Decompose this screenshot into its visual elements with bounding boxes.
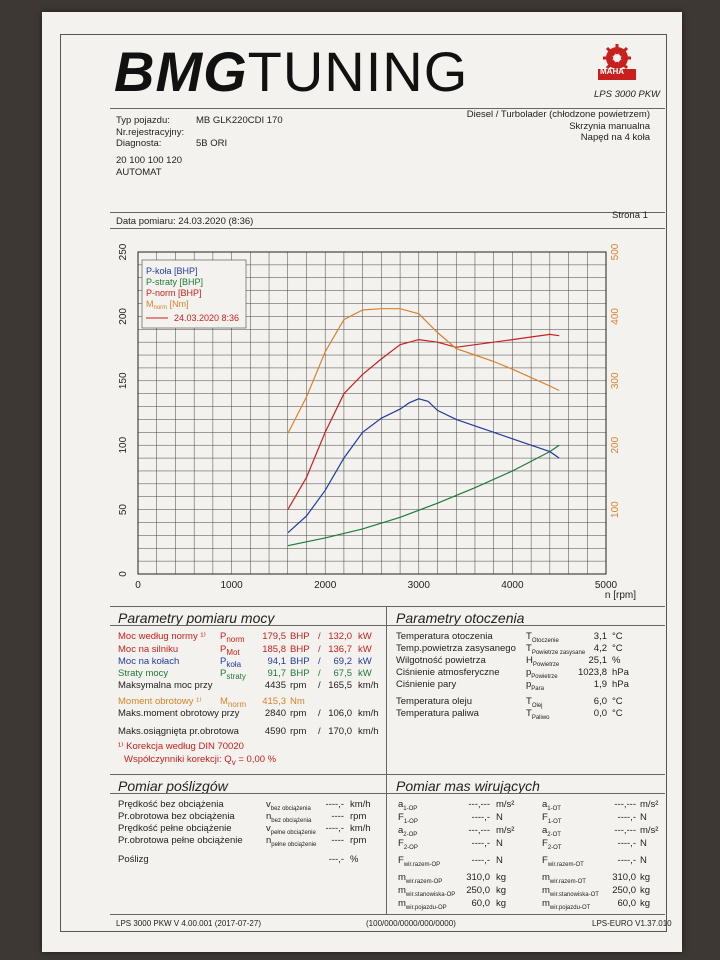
mass-right-symbol [542,826,561,838]
power-row-value2: 69,2 [333,656,352,667]
mass-right-value: 310,0 [612,872,636,883]
divider [110,774,665,775]
slip-row-unit: rpm [350,811,367,822]
mass-right-value: ----,- [617,838,636,849]
divider [386,606,387,914]
mass-symbol-sub: wir.razem-OT [547,861,584,868]
bmg-tuning-logo: BMGTUNING [114,40,469,103]
mass-left-value: 250,0 [466,885,490,896]
measurement-date: Data pomiaru: 24.03.2020 (8:36) [116,216,254,227]
env-symbol-sub: Powietrze zasysane [531,649,586,656]
maha-logo-text: MAHA [600,67,624,76]
mass-symbol-sub: 1-OT [547,818,562,825]
power-symbol-letter: P [220,644,227,655]
power-row-value1: 2840 [264,708,286,719]
power-row-unit2: kW [358,644,372,655]
mass-symbol-letter: F [398,855,404,866]
env-row-symbol [526,680,544,692]
divider [110,625,665,626]
power-symbol-sub: straty [226,671,246,681]
slip-row-unit: km/h [350,799,371,810]
power-row-unit2: kW [358,656,372,667]
x-tick-label: 3000 [407,580,430,591]
power-row-sep: / [318,680,321,691]
mass-symbol-sub: 2-OP [403,831,418,838]
mass-symbol-sub: 1-OP [403,805,418,812]
power-row-label: Moc według normy ¹⁾ [118,631,206,642]
slip-row-label: Pr.obrotowa pełne obciążenie [118,835,243,846]
mass-left-unit: m/s² [496,825,515,836]
env-symbol-sub: Olej [531,702,543,709]
vehicle-info-label: Typ pojazdu: [116,115,170,126]
env-row-value: 6,0 [593,696,607,707]
y-left-tick-label: 250 [118,243,129,261]
mass-left-value: ----,- [471,855,490,866]
mass-symbol-letter: m [542,898,550,909]
y-right-tick-label: 100 [610,501,621,518]
mass-right-symbol [542,886,599,898]
vehicle-spec-line: Diesel / Turbolader (chłodzone powietrzem) [466,109,650,120]
mass-right-symbol [542,839,561,851]
y-right-tick-label: 300 [610,372,621,390]
power-row-unit1: BHP [290,644,310,655]
y-right-tick-label: 400 [610,308,621,325]
mass-symbol-letter: F [542,812,548,823]
power-row-symbol [220,632,245,644]
power-row-sep: / [318,708,321,719]
mass-symbol-letter: a [398,825,404,836]
power-row-value1: 94,1 [267,656,286,667]
slip-symbol-sub: pełne obciążenie [271,841,317,848]
mass-symbol-sub: wir.stanowiska-OP [405,891,456,898]
slip-row-symbol [266,824,316,836]
mass-left-unit: N [496,838,503,849]
mass-symbol-letter: m [398,898,406,909]
env-row-label: Ciśnienie atmosferyczne [396,667,500,678]
env-symbol-letter: H [526,655,533,666]
env-row-value: 0,0 [593,708,607,719]
power-row-unit1: BHP [290,668,310,679]
slip-row-symbol [266,812,311,824]
x-tick-label: 4000 [501,580,524,591]
mass-right-unit: kg [640,898,651,909]
y-left-tick-label: 200 [118,308,129,325]
slip-symbol-sub: bez obciążenia [271,817,312,824]
divider [110,914,665,915]
power-row-value2: 136,7 [328,644,352,655]
power-symbol-sub: koła [226,659,242,669]
env-symbol-sub: Otoczenie [531,637,559,644]
mass-symbol-letter: a [542,825,548,836]
mass-right-symbol [542,813,561,825]
mass-symbol-sub: wir.stanowiska-OT [549,891,599,898]
env-symbol-sub: Powietrze [532,661,560,668]
power-row-value1: 4590 [264,726,286,737]
power-row-value2: 132,0 [328,631,352,642]
x-tick-label: 1000 [220,580,243,591]
mass-right-value: ----,- [617,855,636,866]
series-line [288,445,559,546]
vehicle-spec-line: Skrzynia manualna [569,120,650,132]
power-row-value1: 415,3 [262,696,286,707]
slip-row-unit: rpm [350,835,367,846]
power-row-unit1: BHP [290,656,310,667]
mass-symbol-sub: 2-OT [547,844,562,851]
env-row-unit: °C [612,708,623,719]
power-row-sep: / [318,656,321,667]
slip-row-label: Prędkość pełne obciążenie [118,823,232,834]
legend-unit: [Nm] [167,299,189,309]
chart-legend [142,260,246,328]
mass-symbol-letter: m [542,872,550,883]
slip-row-unit: % [350,854,359,865]
power-section-title: Parametry pomiaru mocy [118,610,275,626]
mass-section-title: Pomiar mas wirujących [396,778,540,794]
mass-right-unit: N [640,855,647,866]
legend-entry: P-norm [BHP] [146,288,202,298]
mass-right-value: ---,--- [614,825,636,836]
env-row-value: 1023,8 [577,667,607,678]
mass-left-symbol [398,800,417,812]
footer-code: (100/000/0000/000/0000) [366,919,456,928]
dyno-chart [110,236,655,601]
env-row-symbol [526,709,550,721]
power-row-label: Moc na kołach [118,656,180,667]
slip-row-symbol [266,836,316,848]
power-row-unit2: km/h [358,726,379,737]
slip-section-title: Pomiar poślizgów [118,778,228,794]
x-tick-label: 2000 [314,580,337,591]
power-row-sep: / [318,726,321,737]
y-left-tick-label: 150 [118,372,129,390]
env-row-label: Temperatura otoczenia [396,631,493,642]
power-row-sep: / [318,631,321,642]
mass-left-unit: N [496,812,503,823]
mass-left-value: ----,- [471,838,490,849]
power-symbol-sub: norm [226,634,245,644]
mass-left-unit: kg [496,885,507,896]
power-row-value2: 67,5 [333,668,352,679]
mass-symbol-sub: 1-OT [547,805,561,812]
mass-right-symbol [542,800,561,812]
env-symbol-letter: p [526,679,532,690]
power-symbol-sub: norm [227,699,247,709]
power-symbol-letter: P [220,631,227,642]
mass-symbol-sub: wir.razem-OT [549,878,586,885]
legend-symbol: M [146,299,154,309]
power-row-unit2: kW [358,631,372,642]
divider [110,212,665,213]
env-symbol-letter: T [526,631,532,642]
mass-left-symbol [398,899,447,911]
footer-euro-version: LPS-EURO V1.37.010 [592,919,672,928]
env-symbol-sub: Powietrze [531,673,558,680]
vehicle-info-label: Diagnosta: [116,138,162,149]
x-axis-unit: n [rpm] [604,590,636,601]
divider [110,606,665,607]
power-row-sep: / [318,668,321,679]
power-row-value2: 106,0 [328,708,352,719]
env-symbol-sub: Para [531,685,544,692]
env-row-unit: hPa [612,667,629,678]
mass-right-value: 250,0 [612,885,636,896]
mass-right-unit: N [640,812,647,823]
mass-right-unit: N [640,838,647,849]
env-row-unit: °C [612,643,623,654]
mass-left-unit: kg [496,898,507,909]
slip-symbol-sub: bez obciążenia [270,805,311,812]
page-number: Strona 1 [612,210,648,221]
slip-row-value: ----,- [325,823,344,834]
slip-row-label: Prędkość bez obciążenia [118,799,224,810]
env-row-value: 25,1 [588,655,607,666]
mass-left-unit: m/s² [496,799,515,810]
env-row-label: Ciśnienie pary [396,679,457,690]
mass-right-symbol [542,899,590,911]
slip-row-value: ---- [331,811,344,822]
extra-line-1: 20 100 100 120 [116,155,183,166]
mass-symbol-sub: 2-OT [547,831,561,838]
env-symbol-letter: p [526,667,532,678]
power-row-value1: 4435 [264,680,286,691]
mass-right-unit: m/s² [640,799,659,810]
legend-entry: P-straty [BHP] [146,277,204,287]
power-row-unit1: rpm [290,708,307,719]
mass-right-symbol [542,856,584,868]
mass-right-value: ----,- [617,812,636,823]
slip-symbol-letter: n [266,811,272,822]
mass-symbol-letter: m [542,885,550,896]
legend-date: 24.03.2020 8:36 [174,313,240,323]
mass-left-symbol [398,826,417,838]
slip-symbol-sub: pełne obciążenie [270,829,316,836]
mass-symbol-letter: m [398,885,406,896]
mass-left-value: 60,0 [471,898,490,909]
vehicle-info-value: MB GLK220CDI 170 [196,115,283,126]
vehicle-spec-line: Napęd na 4 koła [580,132,650,143]
x-tick-label: 0 [135,580,141,591]
y-right-tick-label: 200 [610,436,621,454]
power-symbol-letter: P [220,656,227,667]
mass-left-value: ---,--- [468,799,490,810]
series-line [288,309,559,434]
mass-symbol-letter: a [398,799,404,810]
power-row-label: Maks.moment obrotowy przy [118,708,240,719]
env-symbol-sub: Paliwo [531,714,550,721]
mass-left-symbol [398,813,418,825]
divider [110,228,665,229]
power-row-value2: 165,5 [328,680,352,691]
model-label: LPS 3000 PKW [594,89,661,100]
divider [110,793,665,794]
env-row-unit: °C [612,696,623,707]
env-row-value: 4,2 [593,643,607,654]
env-symbol-letter: T [526,708,532,719]
env-row-label: Wilgotność powietrza [396,655,486,666]
mass-symbol-letter: m [398,872,406,883]
mass-symbol-sub: wir.pojazdu-OT [549,904,591,911]
extra-line-2: AUTOMAT [116,167,162,178]
mass-right-symbol [542,873,586,885]
power-row-unit2: km/h [358,708,379,719]
power-row-unit1: rpm [290,726,307,737]
mass-left-unit: N [496,855,503,866]
slip-row-value: ---- [331,835,344,846]
mass-symbol-letter: F [542,838,548,849]
power-row-unit2: kW [358,668,372,679]
power-row-label: Maks.osiągnięta pr.obrotowa [118,726,239,737]
slip-symbol-letter: v [266,823,271,834]
power-row-value1: 185,8 [262,644,286,655]
x-tick-label: 5000 [594,580,618,591]
y-left-tick-label: 100 [118,436,129,454]
env-symbol-letter: T [526,643,532,654]
env-row-symbol [526,644,585,656]
power-row-label: Maksymalna moc przy [118,680,213,691]
env-row-label: Temperatura oleju [396,696,473,707]
series-line [288,334,559,509]
power-symbol-letter: M [220,696,228,707]
mass-right-unit: kg [640,872,651,883]
slip-row-symbol [266,800,311,812]
mass-left-symbol [398,873,442,885]
env-row-unit: % [612,655,621,666]
mass-symbol-sub: wir.pojazdu-OP [405,904,447,911]
power-row-value2: 170,0 [328,726,352,737]
power-row-unit1: rpm [290,680,307,691]
power-row-label: Moc na silniku [118,644,179,655]
mass-left-symbol [398,886,455,898]
y-left-tick-label: 0 [118,571,129,577]
legend-entry: P-koła [BHP] [146,266,198,276]
correction-note: ¹⁾ Korekcja według DIN 70020 [118,741,244,752]
slip-row-value: ---,- [328,854,344,865]
slip-row-unit: km/h [350,823,371,834]
env-row-label: Temperatura paliwa [396,708,479,719]
env-section-title: Parametry otoczenia [396,610,525,626]
correction-factor: Współczynniki korekcji: $Q_v = 0,00$ % [124,754,277,767]
mass-symbol-sub: wir.razem-OP [403,861,441,868]
mass-left-symbol [398,856,440,868]
mass-symbol-letter: F [398,812,404,823]
power-row-value1: 91,7 [267,668,286,679]
slip-symbol-letter: v [266,799,271,810]
power-symbol-sub: Mot [226,647,240,657]
mass-right-unit: kg [640,885,651,896]
vehicle-info-value: 5B ORI [196,138,228,149]
vehicle-info-label: Nr.rejestracyjny: [116,126,185,138]
power-row-unit1: Nm [290,696,305,707]
power-row-symbol [220,669,246,681]
mass-left-symbol [398,839,418,851]
power-symbol-letter: P [220,668,227,679]
power-row-label: Straty mocy [118,668,169,679]
power-row-unit2: km/h [358,680,379,691]
series-line [288,399,559,533]
footer-version: LPS 3000 PKW V 4.00.001 (2017-07-27) [116,919,261,928]
mass-right-unit: m/s² [640,825,659,836]
mass-symbol-letter: F [542,855,548,866]
y-left-tick-label: 50 [118,504,129,516]
power-row-label: Moment obrotowy ¹⁾ [118,696,202,707]
mass-left-value: 310,0 [466,872,490,883]
mass-left-unit: kg [496,872,507,883]
power-row-value1: 179,5 [262,631,286,642]
y-right-tick-label: 500 [610,243,621,261]
slip-row-value: ----,- [325,799,344,810]
env-row-value: 1,9 [593,679,607,690]
mass-symbol-sub: wir.razem-OP [405,878,443,885]
mass-symbol-letter: F [398,838,404,849]
slip-row-label: Poślizg [118,854,149,865]
env-row-unit: °C [612,631,623,642]
mass-left-value: ----,- [471,812,490,823]
env-row-unit: hPa [612,679,629,690]
mass-symbol-sub: 2-OP [403,844,418,851]
power-row-sep: / [318,644,321,655]
slip-row-label: Pr.obrotowa bez obciążenia [118,811,235,822]
env-symbol-letter: T [526,696,532,707]
mass-symbol-letter: a [542,799,548,810]
env-row-value: 3,1 [593,631,607,642]
mass-left-value: ---,--- [468,825,490,836]
power-row-unit1: BHP [290,631,310,642]
env-row-label: Temp.powietrza zasysanego [396,643,516,654]
slip-symbol-letter: n [266,835,272,846]
mass-right-value: 60,0 [617,898,636,909]
legend-subscript: norm [153,305,168,311]
mass-symbol-sub: 1-OP [403,818,418,825]
mass-right-value: ---,--- [614,799,636,810]
